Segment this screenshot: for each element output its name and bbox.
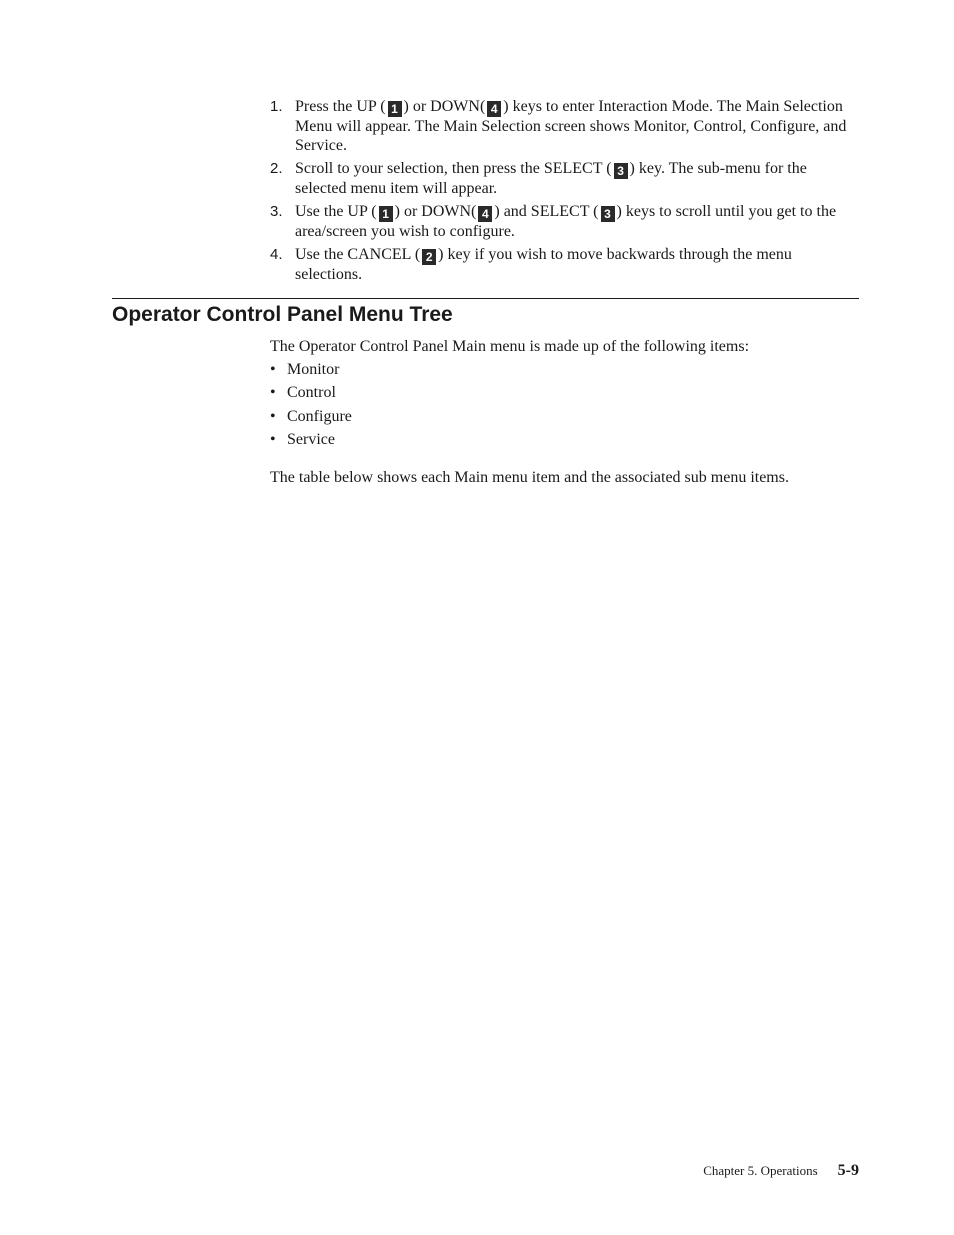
step-text: ) or DOWN( <box>403 98 486 115</box>
step-4 <box>270 245 860 284</box>
step-text: ) key if you wish to move backwards through the menu selections. <box>295 246 792 283</box>
list-item-label: Configure <box>287 407 352 425</box>
section-outro: The table below shows each Main menu item and the associated sub menu items. <box>270 469 789 486</box>
step-text: Use the CANCEL ( <box>295 246 421 263</box>
list-item-label: Monitor <box>287 361 340 378</box>
list-item <box>270 383 352 403</box>
bullet-icon: • <box>270 384 276 402</box>
step-number: 3. <box>270 203 283 220</box>
step-text: ) key. The sub-menu for the selected menu item will appear. <box>295 160 807 197</box>
step-2 <box>270 159 860 198</box>
section-intro: The Operator Control Panel Main menu is made up of the following items: <box>270 338 750 355</box>
list-item-label: Service <box>287 430 335 448</box>
section-heading: Operator Control Panel Menu Tree <box>112 303 453 326</box>
page-footer <box>703 1162 859 1180</box>
step-text: ) or DOWN( <box>394 203 477 220</box>
up-key-icon: 1 <box>379 206 393 222</box>
step-text: Use the UP ( <box>295 203 377 220</box>
list-item-label: Control <box>287 384 336 402</box>
cancel-key-icon: 2 <box>422 249 436 265</box>
bullet-icon: • <box>270 361 276 378</box>
up-key-icon: 1 <box>388 101 402 117</box>
step-text: Press the UP ( <box>295 98 386 115</box>
step-number: 1. <box>270 98 283 115</box>
step-text: ) keys to scroll until you get to the area/screen you wish to configure. <box>295 203 837 240</box>
step-1 <box>270 97 860 155</box>
menu-items-list <box>270 360 352 453</box>
down-key-icon: 4 <box>487 101 501 117</box>
select-key-icon: 3 <box>601 206 615 222</box>
step-text: Scroll to your selection, then press the SELECT ( <box>295 160 612 177</box>
list-item <box>270 360 352 380</box>
page-number: 5-9 <box>837 1162 859 1179</box>
procedure-steps <box>270 97 860 288</box>
footer-chapter: Chapter 5. Operations <box>703 1163 818 1178</box>
down-key-icon: 4 <box>478 206 492 222</box>
step-3 <box>270 202 860 241</box>
select-key-icon: 3 <box>614 163 628 179</box>
bullet-icon: • <box>270 407 276 425</box>
bullet-icon: • <box>270 430 276 448</box>
step-text: ) keys to enter Interaction Mode. The Main Selection Menu will appear. The Main Selection screen shows Monitor, Control, Configure, and Service. <box>295 98 847 154</box>
list-item <box>270 430 352 450</box>
step-number: 2. <box>270 160 283 177</box>
step-number: 4. <box>270 246 283 263</box>
section-divider <box>112 298 859 299</box>
list-item <box>270 407 352 427</box>
step-text: ) and SELECT ( <box>494 203 599 220</box>
